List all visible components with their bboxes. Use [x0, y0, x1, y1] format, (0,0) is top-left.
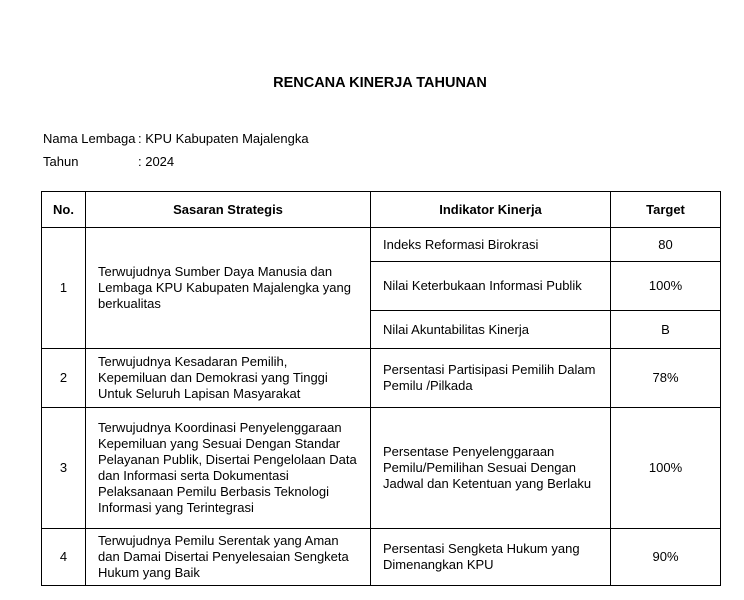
- table-header-row: [42, 192, 721, 228]
- header-indikator: Indikator Kinerja: [371, 192, 611, 228]
- tahun-value: : 2024: [138, 154, 175, 169]
- row-target: 80: [611, 228, 721, 262]
- lembaga-row: [43, 131, 309, 146]
- header-sasaran: Sasaran Strategis: [86, 192, 371, 228]
- lembaga-label: Nama Lembaga: [43, 131, 136, 146]
- table-row: [42, 349, 721, 408]
- row-target: 100%: [611, 262, 721, 311]
- row-indikator: Nilai Keterbukaan Informasi Publik: [371, 262, 611, 311]
- table-row: [42, 529, 721, 586]
- tahun-label: Tahun: [43, 154, 79, 169]
- row-sasaran: Terwujudnya Koordinasi Penyelenggaraan Kepemiluan yang Sesuai Dengan Standar Pelayanan Publik, Disertai Pengelolaan Data dan Informasi serta Dokumentasi Pelaksanaan Pemilu Berbasis Teknologi Informasi yang Terintegrasi: [86, 408, 371, 529]
- row-sasaran: Terwujudnya Sumber Daya Manusia dan Lembaga KPU Kabupaten Majalengka yang berkualitas: [86, 228, 371, 349]
- lembaga-value: : KPU Kabupaten Majalengka: [138, 131, 309, 146]
- tahun-row: [43, 154, 174, 169]
- row-indikator: Nilai Akuntabilitas Kinerja: [371, 311, 611, 349]
- header-target: Target: [611, 192, 721, 228]
- row-target: 90%: [611, 529, 721, 586]
- row-no: 3: [42, 408, 86, 529]
- rencana-kinerja-table: [41, 191, 721, 586]
- page-title: RENCANA KINERJA TAHUNAN: [273, 75, 487, 91]
- table-row: [42, 228, 721, 262]
- table-row: [42, 408, 721, 529]
- row-sasaran: Terwujudnya Pemilu Serentak yang Aman dan Damai Disertai Penyelesaian Sengketa Hukum yang Baik: [86, 529, 371, 586]
- row-indikator: Indeks Reformasi Birokrasi: [371, 228, 611, 262]
- row-target: B: [611, 311, 721, 349]
- row-target: 78%: [611, 349, 721, 408]
- row-indikator: Persentase Penyelenggaraan Pemilu/Pemilihan Sesuai Dengan Jadwal dan Ketentuan yang Berlaku: [371, 408, 611, 529]
- row-sasaran: Terwujudnya Kesadaran Pemilih, Kepemiluan dan Demokrasi yang Tinggi Untuk Seluruh Lapisan Masyarakat: [86, 349, 371, 408]
- row-indikator: Persentasi Partisipasi Pemilih Dalam Pemilu /Pilkada: [371, 349, 611, 408]
- row-no: 1: [42, 228, 86, 349]
- header-no: No.: [42, 192, 86, 228]
- row-no: 4: [42, 529, 86, 586]
- row-no: 2: [42, 349, 86, 408]
- row-indikator: Persentasi Sengketa Hukum yang Dimenangkan KPU: [371, 529, 611, 586]
- row-target: 100%: [611, 408, 721, 529]
